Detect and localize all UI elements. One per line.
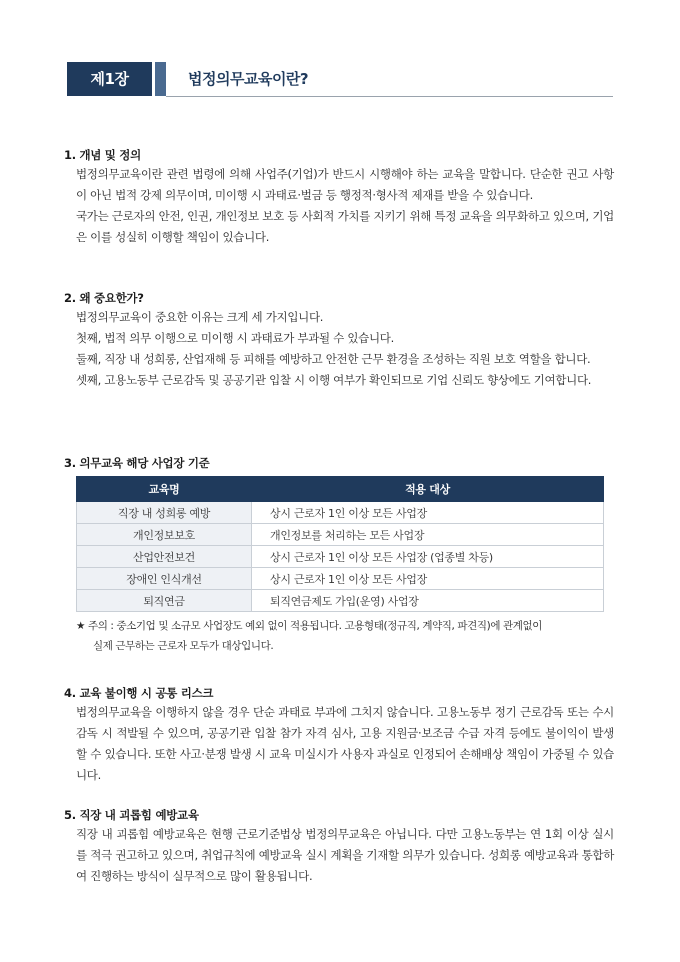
- chapter-accent-bar: [155, 62, 166, 96]
- section-harassment-prevention: [64, 806, 614, 887]
- section-definition: [64, 146, 614, 248]
- section-heading: 2. 왜 중요한가?: [64, 291, 144, 305]
- paragraph: 법정의무교육이 중요한 이유는 크게 세 가지입니다.: [76, 310, 324, 324]
- target-cell: 상시 근로자 1인 이상 모든 사업장: [252, 568, 604, 590]
- criteria-table: [76, 476, 604, 612]
- table-row: [77, 546, 604, 568]
- target-cell: 상시 근로자 1인 이상 모든 사업장: [252, 502, 604, 524]
- paragraph: 법정의무교육이란 관련 법령에 의해 사업주(기업)가 반드시 시행해야 하는 교육을 말합니다. 단순한 권고 사항이 아닌 법적 강제 의무이며, 미이행 시 과태료·벌금 등 행정적·형사적 제재를 받을 수 있습니다.: [76, 167, 614, 202]
- paragraph: 둘째, 직장 내 성희롱, 산업재해 등 피해를 예방하고 안전한 근무 환경을 조성하는 직원 보호 역할을 합니다.: [76, 352, 591, 366]
- caution-note-line: 실제 근무하는 근로자 모두가 대상입니다.: [93, 640, 274, 652]
- course-name-cell: 퇴직연금: [77, 590, 252, 612]
- paragraph: 첫째, 법적 의무 이행으로 미이행 시 과태료가 부과될 수 있습니다.: [76, 331, 394, 345]
- course-name-cell: 산업안전보건: [77, 546, 252, 568]
- chapter-number: 제1장: [67, 62, 152, 96]
- section-heading: 3. 의무교육 해당 사업장 기준: [64, 456, 210, 470]
- chapter-header: [67, 62, 613, 98]
- course-name-cell: 직장 내 성희롱 예방: [77, 502, 252, 524]
- column-header-target: 적용 대상: [252, 477, 604, 502]
- chapter-divider: [166, 96, 613, 97]
- section-heading: 5. 직장 내 괴롭힘 예방교육: [64, 808, 199, 822]
- section-noncompliance-risk: [64, 684, 614, 786]
- criteria-table-wrapper: [76, 476, 604, 612]
- course-name-cell: 개인정보보호: [77, 524, 252, 546]
- target-cell: 상시 근로자 1인 이상 모든 사업장 (업종별 차등): [252, 546, 604, 568]
- paragraph: 셋째, 고용노동부 근로감독 및 공공기관 입찰 시 이행 여부가 확인되므로 기업 신뢰도 향상에도 기여합니다.: [76, 373, 592, 387]
- target-cell: 개인정보를 처리하는 모든 사업장: [252, 524, 604, 546]
- target-cell: 퇴직연금제도 가입(운영) 사업장: [252, 590, 604, 612]
- section-heading: 4. 교육 불이행 시 공통 리스크: [64, 686, 214, 700]
- table-row: [77, 590, 604, 612]
- column-header-course: 교육명: [77, 477, 252, 502]
- paragraph: 국가는 근로자의 안전, 인권, 개인정보 보호 등 사회적 가치를 지키기 위해 특정 교육을 의무화하고 있으며, 기업은 이를 성실히 이행할 책임이 있습니다.: [76, 209, 614, 244]
- table-row: [77, 568, 604, 590]
- paragraph: 직장 내 괴롭힘 예방교육은 현행 근로기준법상 법정의무교육은 아닙니다. 다만 고용노동부는 연 1회 이상 실시를 적극 권고하고 있으며, 취업규칙에 예방교육 실시 계획을 기재할 의무가 있습니다. 성희롱 예방교육과 통합하여 진행하는 방식이 실무적으로 많이 활용됩니다.: [76, 827, 614, 883]
- table-header-row: [77, 477, 604, 502]
- section-workplace-criteria: [64, 454, 614, 656]
- table-row: [77, 524, 604, 546]
- caution-note-line: ★ 주의 : 중소기업 및 소규모 사업장도 예외 없이 적용됩니다. 고용형태(정규직, 계약직, 파견직)에 관계없이: [76, 620, 543, 632]
- course-name-cell: 장애인 인식개선: [77, 568, 252, 590]
- caution-note: [76, 616, 616, 656]
- table-row: [77, 502, 604, 524]
- chapter-title: 법정의무교육이란?: [188, 70, 309, 88]
- section-heading: 1. 개념 및 정의: [64, 148, 141, 162]
- paragraph: 법정의무교육을 이행하지 않을 경우 단순 과태료 부과에 그치지 않습니다. 고용노동부 정기 근로감독 또는 수시 감독 시 적발될 수 있으며, 공공기관 입찰 참가 자격 심사, 고용 지원금·보조금 수급 자격 등에도 불이익이 발생할 수 있습니다. 또한 사고·분쟁 발생 시 교육 미실시가 사용자 과실로 인정되어 손해배상 책임이 가중될 수 있습니다.: [76, 705, 614, 782]
- section-importance: [64, 289, 614, 391]
